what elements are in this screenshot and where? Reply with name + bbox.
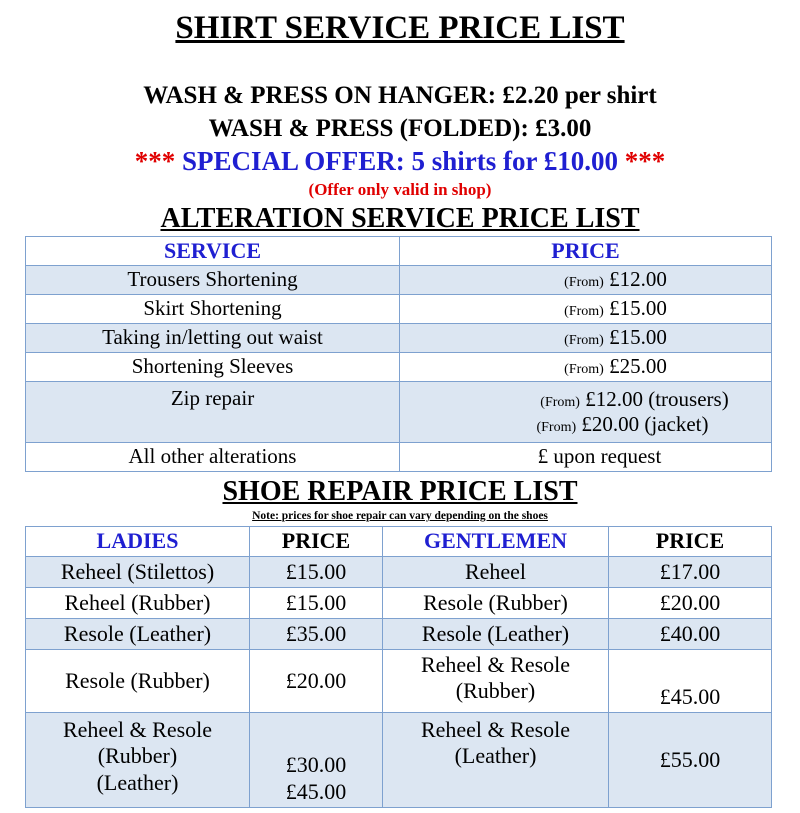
price-cell — [400, 266, 772, 295]
table-row — [26, 295, 772, 324]
special-offer — [0, 146, 800, 177]
ladies-price-line: £30.00 — [285, 752, 347, 778]
ladies-price-cell — [250, 713, 383, 808]
ladies-price-cell: £15.00 — [250, 588, 383, 619]
table-row — [26, 266, 772, 295]
service-cell: All other alterations — [26, 443, 400, 472]
price-value: £15.00 — [609, 325, 667, 350]
gents-service-cell: Reheel — [383, 557, 609, 588]
table-row — [26, 353, 772, 382]
gents-price-cell: £40.00 — [609, 619, 772, 650]
gents-service-cell — [383, 713, 609, 808]
table-row — [26, 713, 772, 808]
gents-service-line: (Rubber) — [455, 678, 536, 704]
ladies-service-cell — [26, 713, 250, 808]
service-cell: Skirt Shortening — [26, 295, 400, 324]
offer-text: SPECIAL OFFER: 5 shirts for £10.00 — [175, 146, 625, 176]
gents-service-cell: Resole (Leather) — [383, 619, 609, 650]
wash-press-hanger-price: WASH & PRESS ON HANGER: £2.20 per shirt — [143, 82, 657, 109]
ladies-price-cell: £35.00 — [250, 619, 383, 650]
gents-service-line: (Leather) — [454, 743, 537, 769]
ladies-service-cell: Resole (Leather) — [26, 619, 250, 650]
service-cell: Zip repair — [26, 382, 400, 443]
ladies-service-cell: Resole (Rubber) — [26, 650, 250, 713]
price-value: £12.00 — [609, 267, 667, 292]
gentlemen-header: GENTLEMEN — [383, 527, 609, 557]
price-cell — [400, 353, 772, 382]
gents-price-cell: £17.00 — [609, 557, 772, 588]
gents-service-cell: Resole (Rubber) — [383, 588, 609, 619]
gents-service-cell — [383, 650, 609, 713]
price-cell — [400, 295, 772, 324]
service-cell: Taking in/letting out waist — [26, 324, 400, 353]
price-header: PRICE — [400, 237, 772, 266]
shoe-repair-title: SHOE REPAIR PRICE LIST — [222, 476, 578, 507]
service-header: SERVICE — [26, 237, 400, 266]
ladies-price-header: PRICE — [250, 527, 383, 557]
alteration-table — [25, 236, 772, 472]
gents-service-line: Reheel & Resole — [420, 652, 571, 677]
offer-note: (Offer only valid in shop) — [308, 180, 492, 199]
ladies-service-line: (Leather) — [96, 769, 179, 795]
gents-price-cell: £20.00 — [609, 588, 772, 619]
service-cell: Trousers Shortening — [26, 266, 400, 295]
ladies-service-cell: Reheel (Rubber) — [26, 588, 250, 619]
offer-stars-left: *** — [134, 146, 176, 176]
shoe-repair-table — [25, 526, 772, 808]
gents-price-cell: £55.00 — [609, 713, 772, 808]
from-label: (From) — [564, 362, 604, 378]
from-label: (From) — [564, 304, 604, 320]
ladies-header: LADIES — [26, 527, 250, 557]
table-row — [26, 324, 772, 353]
table-row — [26, 650, 772, 713]
table-row — [26, 588, 772, 619]
table-row — [26, 557, 772, 588]
price-value: £25.00 — [609, 354, 667, 379]
alteration-header-row — [26, 237, 772, 266]
alteration-title: ALTERATION SERVICE PRICE LIST — [160, 203, 640, 234]
gents-service-line: Reheel & Resole — [420, 717, 571, 742]
ladies-price-line: £45.00 — [285, 778, 347, 804]
price-value: £20.00 (jacket) — [581, 412, 709, 436]
gents-price-cell: £45.00 — [609, 650, 772, 713]
shoe-repair-note: Note: prices for shoe repair can vary depending on the shoes — [252, 510, 548, 522]
from-label: (From) — [564, 275, 604, 291]
table-row — [26, 382, 772, 443]
ladies-price-cell: £20.00 — [250, 650, 383, 713]
ladies-price-cell: £15.00 — [250, 557, 383, 588]
price-value: £15.00 — [609, 296, 667, 321]
ladies-service-cell: Reheel (Stilettos) — [26, 557, 250, 588]
ladies-service-line: Reheel & Resole — [62, 717, 213, 742]
wash-press-folded-price: WASH & PRESS (FOLDED): £3.00 — [208, 115, 592, 142]
price-cell — [400, 382, 772, 443]
price-value: £12.00 (trousers) — [585, 386, 729, 411]
shirt-service-title: SHIRT SERVICE PRICE LIST — [175, 10, 625, 46]
from-label: (From) — [540, 394, 580, 410]
price-cell: £ upon request — [400, 443, 772, 472]
price-cell — [400, 324, 772, 353]
from-label: (From) — [564, 333, 604, 349]
service-cell: Shortening Sleeves — [26, 353, 400, 382]
offer-stars-right: *** — [624, 146, 666, 176]
shoe-header-row — [26, 527, 772, 557]
table-row — [26, 619, 772, 650]
ladies-service-line: (Rubber) — [97, 743, 178, 769]
table-row — [26, 443, 772, 472]
from-label: (From) — [536, 420, 577, 435]
gentlemen-price-header: PRICE — [609, 527, 772, 557]
